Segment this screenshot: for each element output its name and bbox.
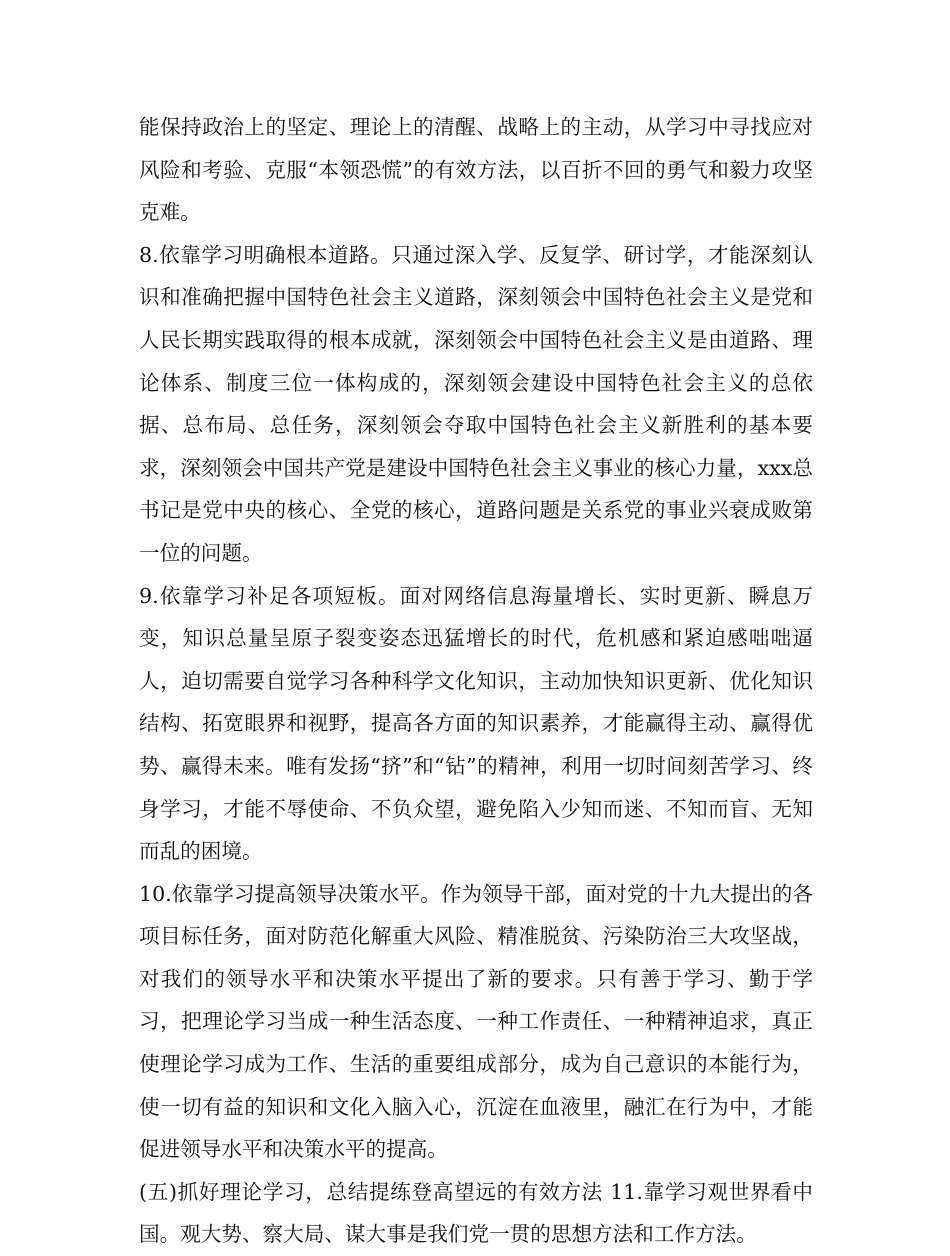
paragraph-item-8: 8.依靠学习明确根本道路。只通过深入学、反复学、研讨学，才能深刻认识和准确把握中国特色社会主义道路，深刻领会中国特色社会主义是党和人民长期实践取得的根本成就，深刻领会中国特色社会主义是由道路、理论体系、制度三位一体构成的，深刻领会建设中国特色社会主义的总依据、总布局、总任务，深刻领会夺取中国特色社会主义新胜利的基本要求，深刻领会中国共产党是建设中国特色社会主义事业的核心力量，xxx总书记是党中央的核心、全党的核心，道路问题是关系党的事业兴衰成败第一位的问题。 [139, 242, 813, 565]
paragraph-continuation: 能保持政治上的坚定、理论上的清醒、战略上的主动，从学习中寻找应对风险和考验、克服“本领恐慌”的有效方法，以百折不回的勇气和毅力攻坚克难。 [139, 115, 813, 225]
document-body [139, 106, 813, 1256]
paragraph-item-9: 9.依靠学习补足各项短板。面对网络信息海量增长、实时更新、瞬息万变，知识总量呈原子裂变姿态迅猛增长的时代，危机感和紧迫感咄咄逼人，迫切需要自觉学习各种科学文化知识，主动加快知识更新、优化知识结构、拓宽眼界和视野，提高各方面的知识素养，才能赢得主动、赢得优势、赢得未来。唯有发扬“挤”和“钻”的精神，利用一切时间刻苦学习、终身学习，才能不辱使命、不负众望，避免陷入少知而迷、不知而盲、无知而乱的困境。 [139, 583, 813, 864]
paragraph-section-5: (五)抓好理论学习，总结提练登高望远的有效方法 11.靠学习观世界看中国。观大势、察大局、谋大事是我们党一贯的思想方法和工作方法。 [139, 1179, 813, 1247]
paragraph-item-10: 10.依靠学习提高领导决策水平。作为领导干部，面对党的十九大提出的各项目标任务，面对防范化解重大风险、精准脱贫、污染防治三大攻坚战，对我们的领导水平和决策水平提出了新的要求。只有善于学习、勤于学习，把理论学习当成一种生活态度、一种工作责任、一种精神追求，真正使理论学习成为工作、生活的重要组成部分，成为自己意识的本能行为，使一切有益的知识和文化入脑入心，沉淀在血液里，融汇在行为中，才能促进领导水平和决策水平的提高。 [139, 881, 813, 1162]
